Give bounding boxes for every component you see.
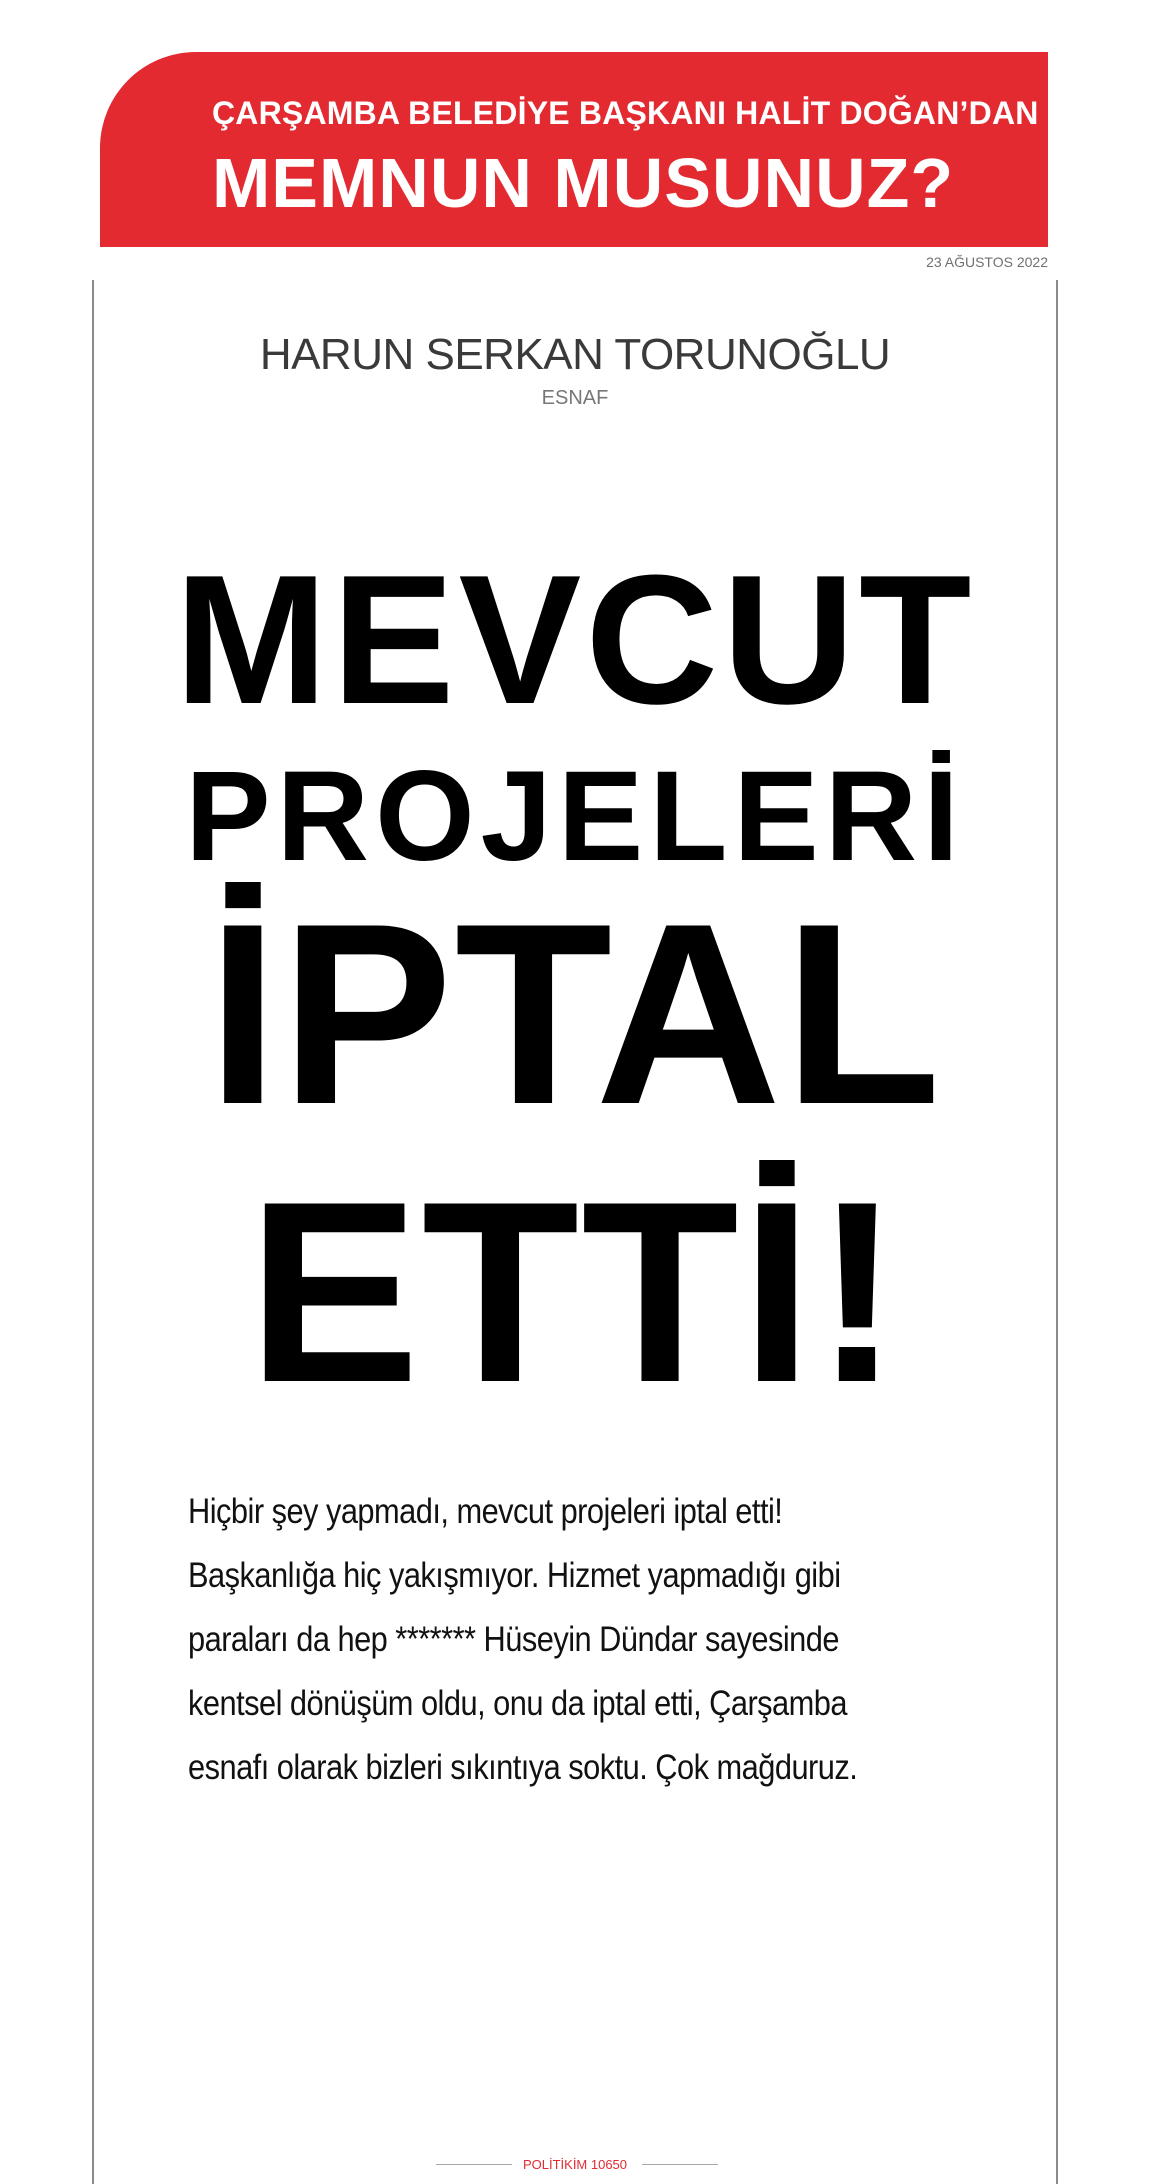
headline-line-4: ETTİ! xyxy=(247,1147,903,1436)
author-role: ESNAF xyxy=(541,387,609,409)
quote-line: paraları da hep ******* Hüseyin Dündar sayesinde xyxy=(188,1620,839,1659)
headline-line-2: PROJELERİ xyxy=(185,745,965,888)
author-name: HARUN SERKAN TORUNOĞLU xyxy=(259,330,891,379)
page-footer: POLİTİKİM 10650 xyxy=(522,2157,628,2172)
footer-divider-right xyxy=(642,2164,718,2165)
headline-line-3: İPTAL xyxy=(206,869,944,1158)
quote-line: Hiçbir şey yapmadı, mevcut projeleri iptal etti! xyxy=(188,1492,783,1531)
header-banner xyxy=(100,52,1048,247)
banner-title: MEMNUN MUSUNUZ? xyxy=(212,144,955,222)
banner-kicker: ÇARŞAMBA BELEDİYE BAŞKANI HALİT DOĞAN’DAN xyxy=(212,95,1039,131)
quote-body xyxy=(188,1480,892,1800)
quote-line: esnafı olarak bizleri sıkıntıya soktu. Çok mağduruz. xyxy=(188,1748,858,1787)
quote-line: kentsel dönüşüm oldu, onu da iptal etti, Çarşamba xyxy=(188,1684,847,1723)
quote-line: Başkanlığa hiç yakışmıyor. Hizmet yapmadığı gibi xyxy=(188,1556,841,1595)
publish-date: 23 AĞUSTOS 2022 xyxy=(926,254,1048,270)
headline-line-1: MEVCUT xyxy=(174,536,976,742)
